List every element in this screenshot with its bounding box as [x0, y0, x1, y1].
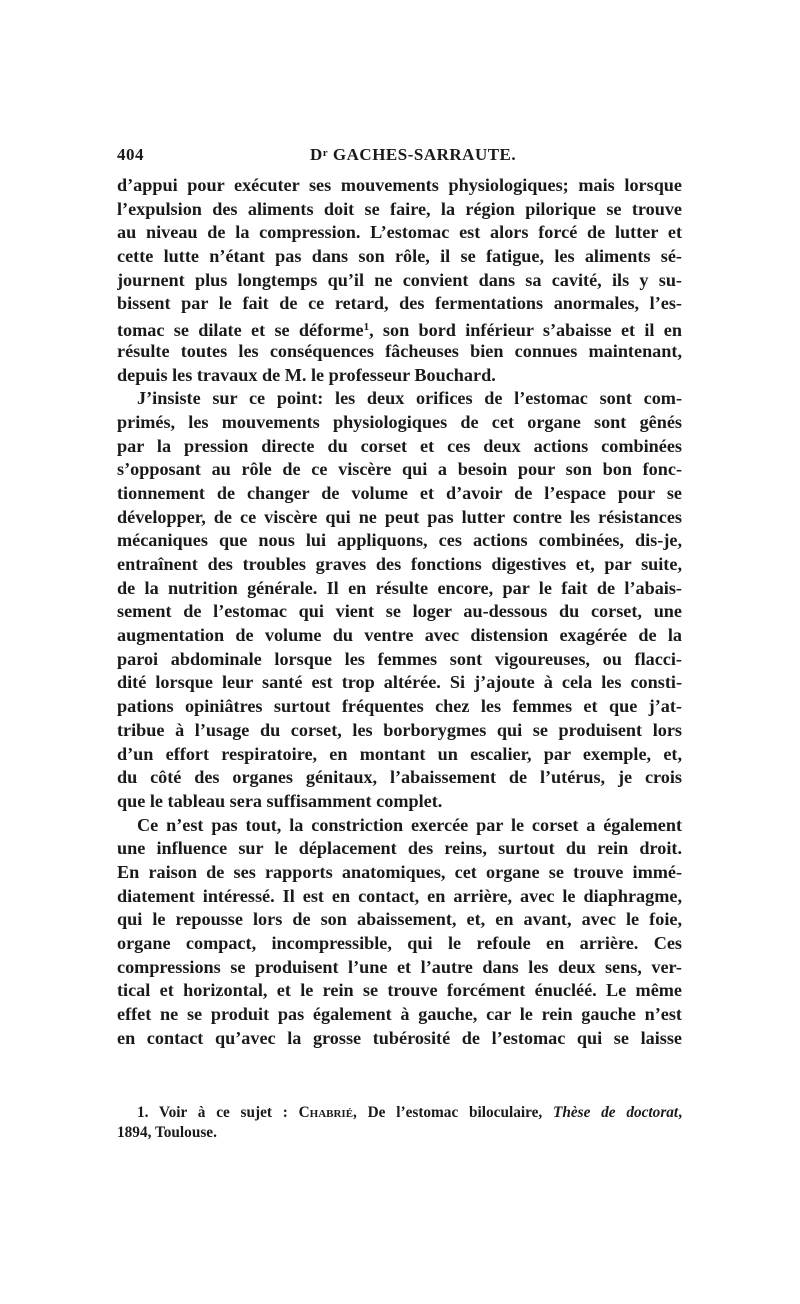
running-head	[310, 145, 516, 165]
text-line: au niveau de la compression. L’estomac est alors forcé de lutter et	[117, 222, 682, 243]
text-line: d’appui pour exécuter ses mouvements physiologiques; mais lorsque	[117, 175, 682, 195]
footnote-title: Thèse de doctorat	[553, 1104, 679, 1121]
footnote-reference: 1	[363, 321, 370, 334]
text-line: sement de l’estomac qui vient se loger au-dessous du corset, une	[117, 601, 682, 622]
page-header	[117, 145, 682, 171]
text-line: que le tableau sera suffisamment complet.	[117, 790, 443, 811]
text-fragment: , son bord inférieur s’abaisse et il en	[369, 320, 682, 340]
text-line: bissent par le fait de ce retard, des fermentations anormales, l’es-	[117, 293, 682, 314]
text-line: cette lutte n’étant pas dans son rôle, il se fatigue, les aliments sé-	[117, 246, 682, 267]
text-line: En raison de ses rapports anatomiques, cet organe se trouve immé-	[117, 861, 682, 882]
text-line: entraînent des troubles graves des fonctions digestives et, par suite,	[117, 554, 682, 574]
text-line: par la pression directe du corset et ces deux actions combinées	[117, 435, 682, 456]
text-line: depuis les travaux de M. le professeur Bouchard.	[117, 364, 496, 385]
paragraph-2	[117, 387, 682, 813]
text-line: J’insiste sur ce point: les deux orifices de l’estomac sont com-	[137, 388, 682, 409]
text-line: Ce n’est pas tout, la constriction exercée par le corset a également	[137, 814, 682, 835]
footnote-line	[117, 1103, 682, 1123]
text-line: primés, les mouvements physiologiques de cet organe sont gênés	[117, 411, 682, 432]
text-line: du côté des organes génitaux, l’abaissement de l’utérus, je crois	[117, 767, 682, 788]
text-line: journent plus longtemps qu’il ne convient dans sa cavité, ils y su-	[117, 269, 682, 290]
text-line-with-note	[117, 316, 682, 340]
paragraph-3	[117, 814, 682, 1051]
page-number: 404	[117, 145, 144, 164]
footnote-text: , De l’estomac biloculaire,	[353, 1104, 553, 1121]
text-line: dité lorsque leur santé est trop altérée. Si j’ajoute à cela les consti-	[117, 672, 682, 693]
text-line: augmentation de volume du ventre avec distension exagérée de la	[117, 625, 682, 646]
footnote-text: Voir à ce sujet :	[148, 1104, 299, 1121]
text-line: organe compact, incompressible, qui le refoule en arrière. Ces	[117, 933, 682, 953]
footnote-marker: 1.	[137, 1104, 149, 1121]
text-line: effet ne se produit pas également à gauche, car le rein gauche n’est	[117, 1004, 682, 1025]
running-head-name: GACHES-SARRAUTE.	[328, 145, 517, 164]
text-line: s’opposant au rôle de ce viscère qui a besoin pour son bon fonc-	[117, 459, 682, 480]
text-line: paroi abdominale lorsque les femmes sont vigoureuses, ou flacci-	[117, 648, 682, 669]
footnote-text: ,	[678, 1104, 682, 1121]
text-line: résulte toutes les conséquences fâcheuses bien connues maintenant,	[117, 340, 682, 361]
text-line: qui le repousse lors de son abaissement, et, en avant, avec le foie,	[117, 909, 682, 930]
footnote-author: Chabrié	[298, 1104, 354, 1121]
text-line: compressions se produisent l’une et l’autre dans les deux sens, ver-	[117, 956, 682, 977]
text-fragment: tomac se dilate et se déforme	[117, 320, 364, 340]
text-line: en contact qu’avec la grosse tubérosité de l’estomac qui se laisse	[117, 1027, 682, 1048]
text-line: tical et horizontal, et le rein se trouve forcément énucléé. Le même	[117, 980, 682, 1001]
text-line: diatement intéressé. Il est en contact, en arrière, avec le diaphragme,	[117, 885, 682, 906]
text-line: d’un effort respiratoire, en montant un escalier, par exemple, et,	[117, 743, 682, 764]
footnote-line: 1894, Toulouse.	[117, 1124, 217, 1141]
body-text	[117, 174, 682, 1050]
text-line: mécaniques que nous lui appliquons, ces actions combinées, dis-je,	[117, 530, 682, 551]
running-head-sup: r	[322, 147, 329, 159]
text-line: tionnement de changer de volume et d’avoir de l’espace pour se	[117, 482, 682, 503]
running-head-prefix: D	[310, 145, 323, 164]
footnote	[117, 1103, 682, 1143]
text-line: de la nutrition générale. Il en résulte encore, par le fait de l’abais-	[117, 577, 682, 598]
text-line: tribue à l’usage du corset, les borborygmes qui se produisent lors	[117, 719, 682, 740]
text-line: une influence sur le déplacement des reins, surtout du rein droit.	[117, 838, 682, 859]
text-line: l’expulsion des aliments doit se faire, la région pilorique se trouve	[117, 198, 682, 219]
text-line: développer, de ce viscère qui ne peut pas lutter contre les résistances	[117, 506, 682, 527]
text-line: pations opiniâtres surtout fréquentes chez les femmes et que j’at-	[117, 696, 682, 717]
paragraph-1	[117, 174, 682, 387]
